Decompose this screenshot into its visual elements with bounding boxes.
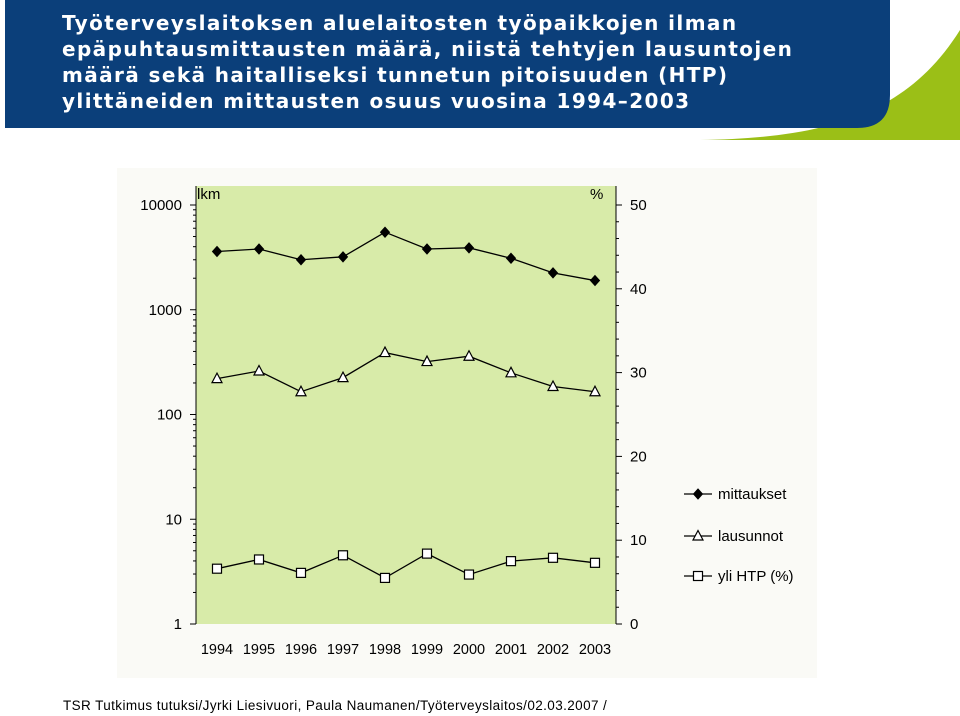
right-tick-label: 20: [630, 448, 647, 466]
legend-label: mittaukset: [718, 486, 787, 503]
right-tick-label: 40: [630, 280, 647, 298]
right-tick-label: 10: [630, 532, 647, 550]
right-tick-label: 0: [630, 616, 639, 633]
left-axis-label: lkm: [197, 186, 221, 203]
left-tick-label: 1: [173, 616, 182, 633]
right-tick-label: 50: [630, 197, 647, 214]
legend-marker: [694, 572, 703, 581]
left-tick-label: 1000: [148, 301, 182, 319]
x-tick-label: 1997: [326, 642, 360, 658]
left-tick-label: 10: [165, 511, 182, 529]
data-point: [381, 573, 390, 582]
data-point: [549, 553, 558, 562]
data-point: [255, 555, 264, 564]
data-point: [465, 570, 474, 579]
left-tick-label: 10000: [140, 197, 182, 214]
title-line-2: epäpuhtausmittausten määrä, niistä tehtyjen lausuntojen: [62, 37, 794, 61]
title-line-3: määrä sekä haitalliseksi tunnetun pitoisuuden (HTP): [62, 63, 729, 87]
title-line-1: Työterveyslaitoksen aluelaitosten työpaikkojen ilman: [62, 11, 738, 35]
legend-label: yli HTP (%): [718, 568, 794, 585]
x-tick-label: 1996: [284, 642, 318, 658]
x-tick-label: 2001: [494, 642, 528, 658]
x-tick-label: 1994: [200, 642, 234, 658]
footer-credit: TSR Tutkimus tutuksi/Jyrki Liesivuori, Paula Naumanen/Työterveyslaitos/02.03.2007 /: [63, 698, 608, 713]
left-tick-label: 100: [156, 406, 182, 424]
data-point: [423, 549, 432, 558]
data-point: [507, 557, 516, 566]
x-tick-label: 1998: [368, 642, 402, 658]
x-tick-label: 1995: [242, 642, 276, 658]
x-tick-label: 2000: [452, 642, 486, 658]
right-tick-label: 30: [630, 364, 647, 382]
legend-label: lausunnot: [718, 528, 784, 545]
data-point: [339, 551, 348, 560]
data-point: [591, 558, 600, 567]
data-point: [213, 564, 222, 573]
title-line-4: ylittäneiden mittausten osuus vuosina 1994–2003: [62, 89, 691, 113]
data-point: [297, 568, 306, 577]
x-tick-label: 1999: [410, 642, 444, 658]
right-axis-label: %: [590, 186, 604, 203]
x-tick-label: 2003: [578, 642, 612, 658]
x-tick-label: 2002: [536, 642, 570, 658]
